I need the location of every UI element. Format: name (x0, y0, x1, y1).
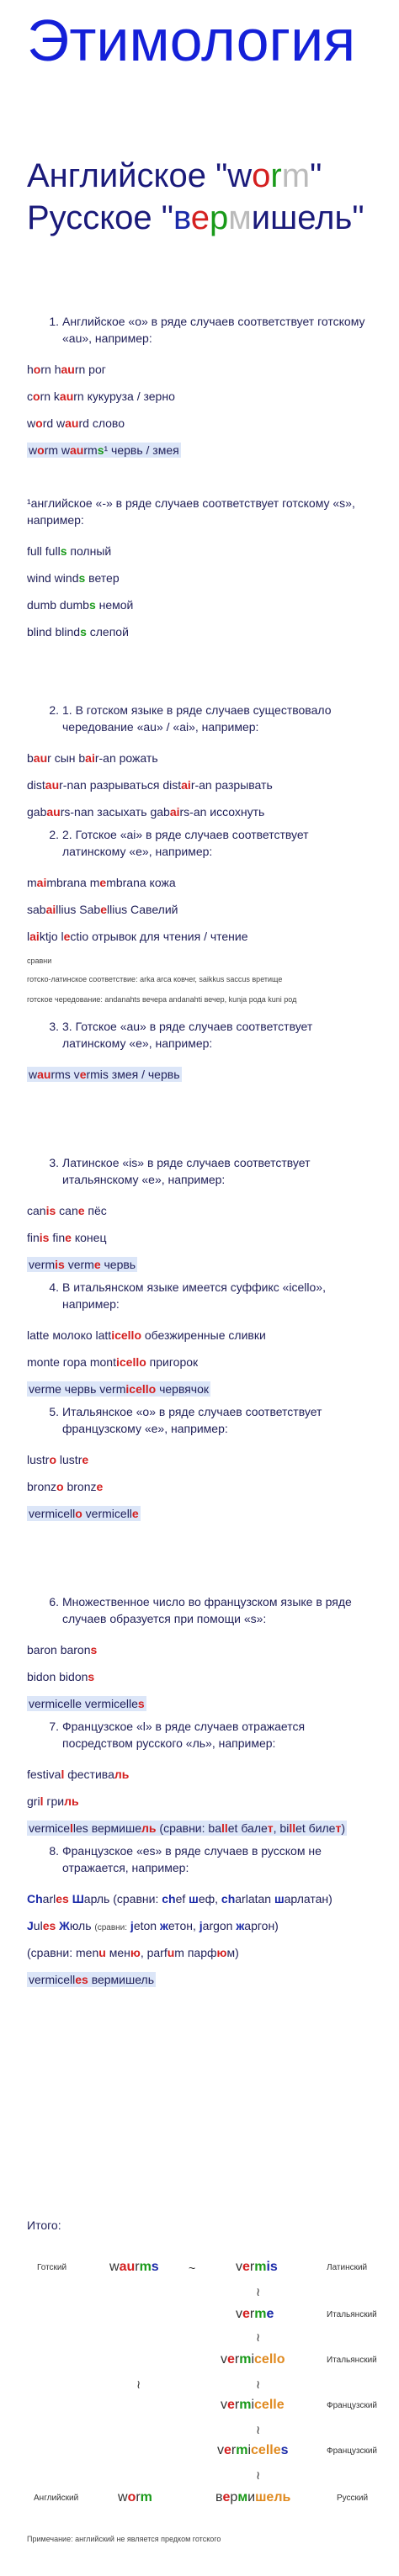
example-gril: gril гриль (27, 1794, 79, 1808)
example-gabaurs: gabaurs-nan засыхать gabairs-an иссохнуть (27, 805, 265, 819)
compare-gothic-alternation: готское чередование: andanahts вечера andanahti вечер, kunja рода kuni род (27, 995, 297, 1004)
rule-2-2: 2. 2. Готское «ai» в ряде случаев соответствует латинскому «e», например: (49, 828, 309, 858)
example-vermicello: verme червь vermicello червячок (29, 1382, 210, 1396)
summary-heading: Итого: (27, 2218, 61, 2232)
example-jules: Jules Жюль (сравни: jeton жетон, jargon жаргон) (27, 1919, 279, 1932)
label-latin-1: Латинский (327, 2263, 368, 2272)
example-vermishel-final: vermicelles вермишель (29, 1973, 155, 1986)
example-corn: corn kaurn кукуруза / зерно (27, 390, 175, 403)
rule-3: 3. Латинское «is» в ряде случаев соответствует итальянскому «e», например: (49, 1156, 311, 1186)
rule-7: 7. Французское «l» в ряде случаев отражается посредством русского «ль», например: (49, 1720, 306, 1750)
summary-note: Примечание: английский не является предком готского (27, 2535, 221, 2543)
word-verme: verme (236, 2307, 274, 2321)
rule-4: 4. В итальянском языке имеется суффикс «icello», например: (49, 1280, 326, 1311)
example-blind: blind blinds слепой (27, 625, 129, 639)
example-horn: horn haurn рог (27, 363, 106, 376)
compare-gothic-latin: готско-латинское соответствие: arka arca ковчег, saikkus saccus вретище (27, 975, 283, 983)
tilde-1: ~ (189, 2261, 196, 2275)
example-finis: finis fine конец (27, 1231, 107, 1244)
label-russian: Русский (337, 2494, 369, 2503)
word-vermis: vermis (236, 2260, 278, 2274)
label-italian-2: Итальянский (327, 2356, 377, 2365)
example-worm: worm waurms¹ червь / змея (29, 443, 179, 457)
rule-5: 5. Итальянское «о» в ряде случаев соответствует французскому «e», например: (49, 1405, 322, 1435)
rule-8: 8. Французское «es» в ряде случаев в русском не отражается, например: (49, 1844, 322, 1874)
example-vermicelle: vermicello vermicelle (29, 1507, 139, 1520)
tilde-7: ≀ (256, 2468, 261, 2482)
example-festival: festival фестиваль (27, 1768, 130, 1781)
example-canis: canis cane пёс (27, 1204, 107, 1217)
word-vermicelle: vermicelle (221, 2398, 285, 2412)
rule-1: 1. Английское «о» в ряде случаев соответствует готскому «au», например: (49, 315, 365, 345)
label-gothic: Готский (37, 2263, 67, 2272)
example-lectio: laiktjo lectio отрывок для чтения / чтение (27, 930, 248, 943)
word-vermishel: вермишель (215, 2490, 291, 2504)
example-barons: baron barons (27, 1643, 98, 1656)
tilde-2: ≀ (256, 2285, 261, 2298)
label-french-2: Французский (327, 2446, 377, 2456)
compare-label: сравни (27, 957, 52, 965)
word-waurms: waurms (109, 2260, 159, 2274)
page-title: Этимология (27, 8, 356, 73)
example-full: full fulls полный (27, 544, 112, 558)
example-sabellius: sabaillius Sabellius Савелий (27, 903, 178, 916)
example-dumb: dumb dumbs немой (27, 598, 134, 612)
label-french-1: Французский (327, 2401, 377, 2410)
footnote-1: ¹английское «-» в ряде случаев соответствует готскому «s», например: (27, 496, 355, 527)
tilde-6: ≀ (256, 2423, 261, 2436)
rule-2-3: 3. 3. Готское «au» в ряде случаев соответствует латинскому «e», например: (49, 1020, 313, 1050)
tilde-5: ≀ (256, 2377, 261, 2391)
example-vermicelles: vermicelle vermicelles (29, 1697, 145, 1710)
subtitle-russian: Русское "вермишель" (27, 199, 364, 236)
label-english: Английский (34, 2494, 79, 2503)
word-vermicelles: vermicelles (217, 2443, 289, 2457)
tilde-3: ≀ (256, 2330, 261, 2344)
word-worm: worm (118, 2490, 152, 2504)
example-charles: Charles Шарль (сравни: chef шеф, charlatan шарлатан) (27, 1892, 332, 1905)
example-vermishel: vermicelles вермишель (сравни: ballet балет, billet билет) (29, 1821, 345, 1835)
example-baur: baur сын bair-an рожать (27, 751, 158, 765)
example-monticello: monte гора monticello пригорок (27, 1355, 199, 1369)
example-bronzo: bronzo bronze (27, 1480, 104, 1493)
rule-2-1: 2. 1. В готском языке в ряде случаев существовало чередование «au» / «ai», например: (49, 703, 332, 734)
example-wind: wind winds ветер (27, 571, 120, 585)
example-membrana: maimbrana membrana кожа (27, 876, 176, 889)
example-word: word waurd слово (27, 416, 125, 430)
example-bidons: bidon bidons (27, 1670, 95, 1683)
example-distaur: distaur-nan разрываться distair-an разрывать (27, 778, 273, 792)
example-latticello: latte молоко latticello обезжиренные сливки (27, 1328, 266, 1342)
example-waurms: waurms vermis змея / червь (29, 1068, 180, 1081)
example-lustro: lustro lustre (27, 1453, 89, 1466)
example-vermis: vermis verme червь (29, 1258, 136, 1271)
subtitle-english: Английское "worm" (27, 157, 322, 194)
tilde-4: ≀ (136, 2377, 141, 2391)
example-menu: (сравни: menu меню, parfum парфюм) (27, 1946, 239, 1959)
rule-6: 6. Множественное число во французском языке в ряде случаев образуется при помощи «s»: (49, 1595, 352, 1625)
word-vermicello: vermicello (221, 2352, 285, 2367)
label-italian-1: Итальянский (327, 2310, 377, 2319)
